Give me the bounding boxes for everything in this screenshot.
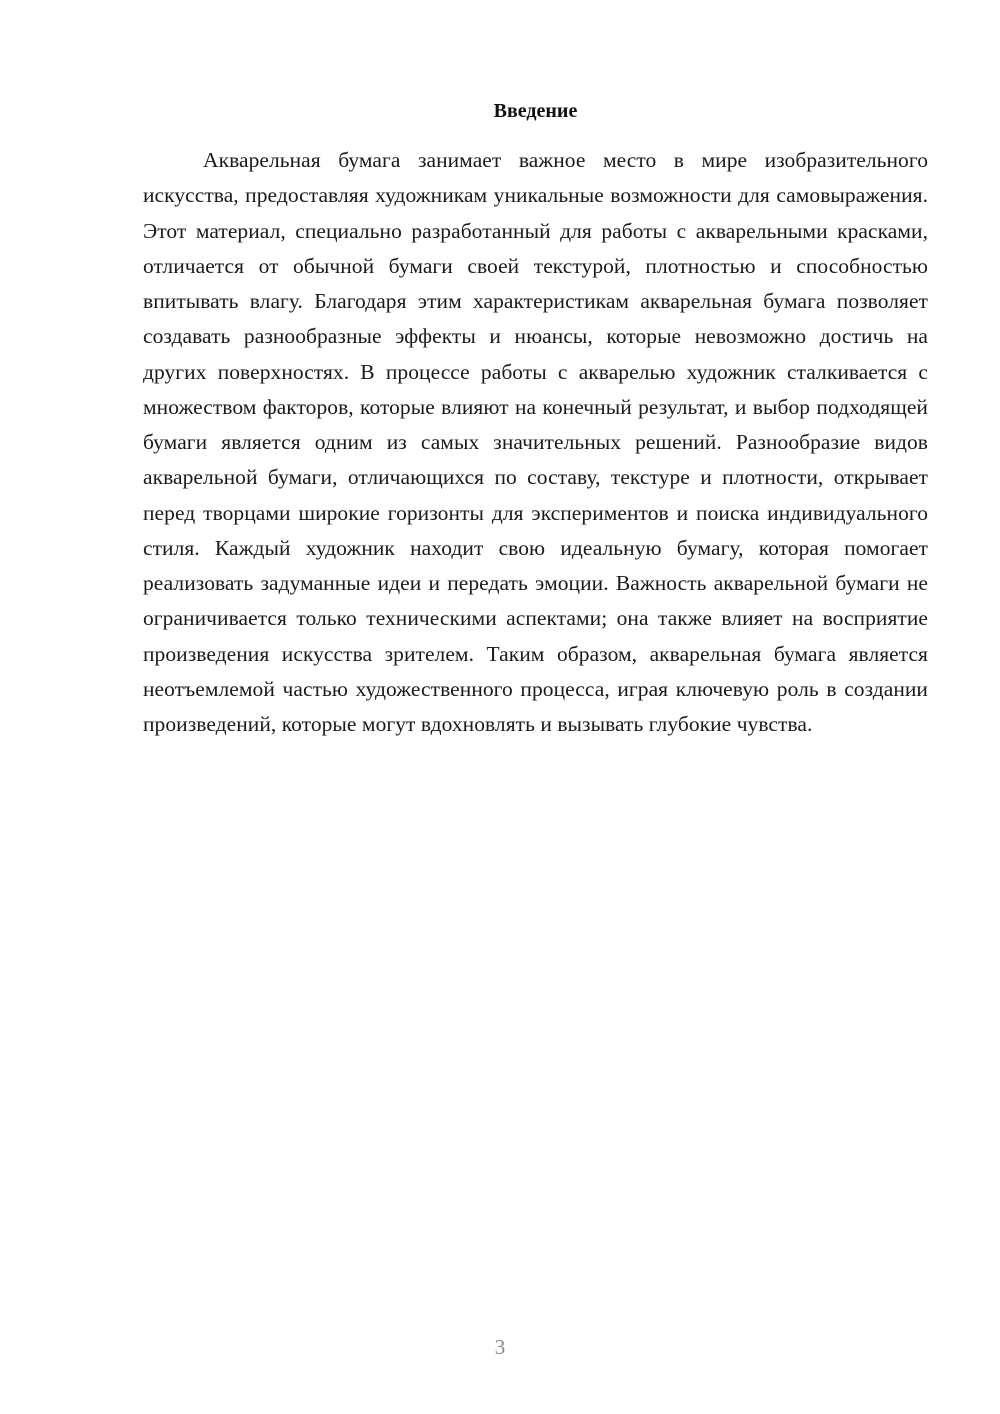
body-paragraph: Акварельная бумага занимает важное место в мире изобразительного искусства, предоставляя художникам уникальные возможности для самовыражения. Этот материал, специально разработанный для работы с акварельными красками, отличается от обычной бумаги своей текстурой, плотностью и способностью впитывать влагу. Благодаря этим характеристикам акварельная бумага позволяет создавать разнообразные эффекты и нюансы, которые невозможно достичь на других поверхностях. В процессе работы с акварелью художник сталкивается с множеством факторов, которые влияют на конечный результат, и выбор подходящей бумаги является одним из самых значительных решений. Разнообразие видов акварельной бумаги, отличающихся по составу, текстуре и плотности, открывает перед творцами широкие горизонты для экспериментов и поиска индивидуального стиля. Каждый художник находит свою идеальную бумагу, которая помогает реализовать задуманные идеи и передать эмоции. Важность акварельной бумаги не ограничивается только техническими аспектами; она также влияет на восприятие произведения искусства зрителем. Таким образом, акварельная бумага является неотъемлемой частью художественного процесса, играя ключевую роль в создании произведений, которые могут вдохновлять и вызывать глубокие чувства. xyxy=(143,148,928,736)
section-heading: Введение xyxy=(493,100,578,122)
page-number: 3 xyxy=(494,1335,506,1359)
